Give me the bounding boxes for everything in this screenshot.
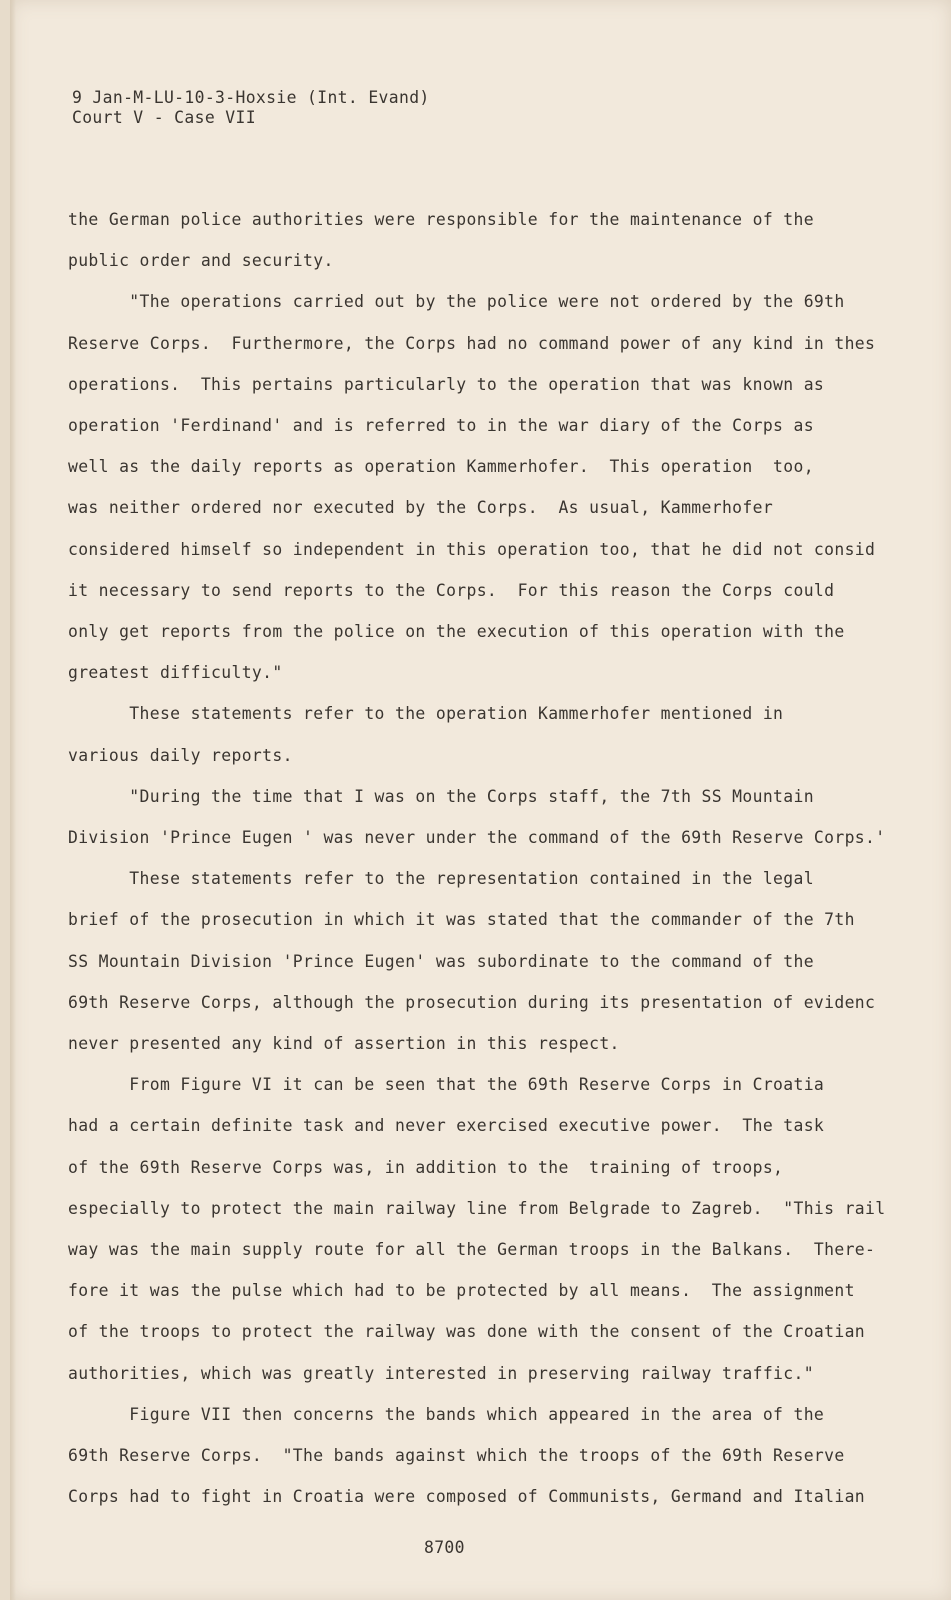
header-line-1: 9 Jan-M-LU-10-3-Hoxsie (Int. Evand) [72, 88, 430, 107]
body-text-line: of the troops to protect the railway was done with the consent of the Croatian [68, 1322, 866, 1342]
body-text-line: had a certain definite task and never exercised executive power. The task [68, 1116, 825, 1136]
body-text-line: Corps had to fight in Croatia were composed of Communists, Germand and Italian [68, 1487, 866, 1507]
body-text-line: was neither ordered nor executed by the Corps. As usual, Kammerhofer [68, 498, 774, 518]
body-text-line: greatest difficulty." [68, 663, 283, 683]
body-text-line: various daily reports. [68, 745, 293, 765]
body-text-line: 69th Reserve Corps, although the prosecution during its presentation of evidenc [68, 992, 876, 1012]
body-text-line: way was the main supply route for all the German troops in the Balkans. There- [68, 1240, 876, 1259]
body-text-line: From Figure VI it can be seen that the 69th Reserve Corps in Croatia [68, 1075, 825, 1095]
body-text-line: public order and security. [68, 251, 334, 271]
body-text-line: Division 'Prince Eugen ' was never under the command of the 69th Reserve Corps.' [68, 828, 886, 847]
body-text-line: of the 69th Reserve Corps was, in addition to the training of troops, [68, 1157, 784, 1177]
body-text-line: authorities, which was greatly interested in preserving railway traffic." [68, 1363, 814, 1383]
body-text-line: Reserve Corps. Furthermore, the Corps had no command power of any kind in thes [68, 333, 876, 353]
body-text-line: fore it was the pulse which had to be protected by all means. The assignment [68, 1281, 855, 1301]
body-text-line: 69th Reserve Corps. "The bands against which the troops of the 69th Reserve [68, 1446, 845, 1465]
body-text-line: considered himself so independent in this operation too, that he did not consid [68, 539, 876, 559]
body-text-line: SS Mountain Division 'Prince Eugen' was subordinate to the command of the [68, 951, 814, 971]
header-line-2: Court V - Case VII [72, 108, 256, 127]
body-text-line: only get reports from the police on the execution of this operation with the [68, 622, 845, 641]
body-text-line: operations. This pertains particularly to the operation that was known as [68, 374, 825, 394]
body-text-line: "The operations carried out by the police were not ordered by the 69th [68, 292, 845, 312]
body-text-line: never presented any kind of assertion in this respect. [68, 1034, 620, 1053]
body-text-line: it necessary to send reports to the Corps. For this reason the Corps could [68, 580, 835, 600]
body-text-line: These statements refer to the representation contained in the legal [68, 869, 814, 889]
body-text-line: These statements refer to the operation Kammerhofer mentioned in [68, 704, 784, 724]
body-text-line: especially to protect the main railway line from Belgrade to Zagreb. "This rail [68, 1198, 886, 1218]
body-text-line: the German police authorities were responsible for the maintenance of the [68, 210, 814, 229]
body-text-line: well as the daily reports as operation Kammerhofer. This operation too, [68, 457, 814, 477]
body-text-line: "During the time that I was on the Corps staff, the 7th SS Mountain [68, 786, 814, 806]
body-text-line: brief of the prosecution in which it was stated that the commander of the 7th [68, 910, 855, 930]
body-text-line: operation 'Ferdinand' and is referred to in the war diary of the Corps as [68, 416, 814, 435]
body-text-line: Figure VII then concerns the bands which appeared in the area of the [68, 1404, 825, 1424]
page-number: 8700 [424, 1538, 465, 1557]
document-page [10, 0, 951, 1600]
